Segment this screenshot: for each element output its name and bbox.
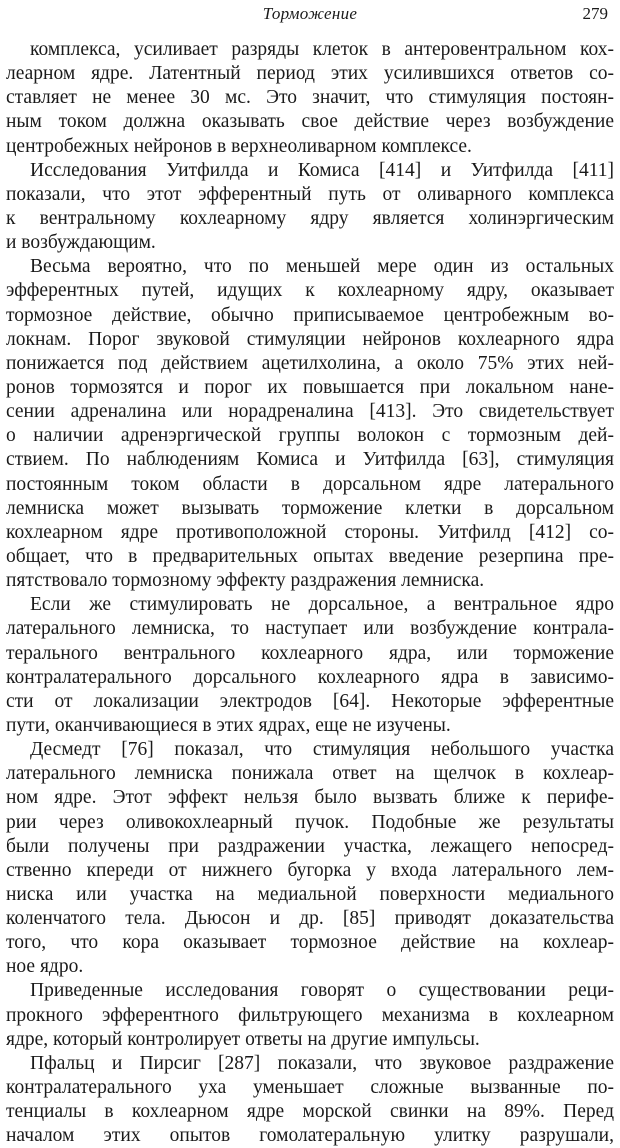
- text-line: сти от локализации электродов [64]. Некоторые эфферентные: [6, 690, 614, 712]
- text-line: о наличии адренэргической группы волокон с тормозным дей-: [6, 425, 614, 447]
- text-line: центробежных нейронов в верхнеоливарном комплексе.: [6, 135, 472, 157]
- text-line: общает, что в предварительных опытах введение резерпина пре-: [6, 545, 614, 567]
- text-line: ном ядре. Этот эффект нельзя было вызвать ближе к перифе-: [6, 787, 614, 809]
- text-line: контралатерального дорсального кохлеарного ядра в зависимо-: [6, 666, 614, 688]
- text-line: контралатерального уха уменьшает сложные вызванные по-: [6, 1077, 614, 1099]
- text-line: началом этих опытов гомолатеральную улитку разрушали,: [6, 1125, 614, 1147]
- text-line: ствием. По наблюдениям Комиса и Уитфилда [63], стимуляция: [6, 449, 614, 471]
- text-line: ным током должна оказывать свое действие через возбуждение: [6, 111, 614, 133]
- text-line: Исследования Уитфилда и Комиса [414] и Уитфилда [411]: [30, 159, 614, 181]
- paragraph: [6, 738, 614, 979]
- text-line: и возбуждающим.: [6, 232, 156, 254]
- text-line: эфферентных путей, идущих к кохлеарному ядру, оказывает: [6, 280, 614, 302]
- text-line: латерального лемниска, то наступает или возбуждение контрала-: [6, 618, 614, 640]
- text-line: прокного эфферентного фильтрующего механизма в кохлеарном: [6, 1004, 614, 1026]
- text-line: лемниска может вызывать торможение клетки в дорсальном: [6, 497, 614, 519]
- text-line: латерального лемниска понижала ответ на щелчок в кохлеар-: [6, 763, 614, 785]
- paragraph: [6, 159, 614, 256]
- text-line: того, что кора оказывает тормозное действие на кохлеар-: [6, 932, 614, 954]
- text-line: Весьма вероятно, что по меньшей мере один из остальных: [30, 256, 614, 278]
- text-line: кохлеарном ядре противоположной стороны. Уитфилд [412] со-: [6, 521, 614, 543]
- running-head: [0, 4, 620, 26]
- text-line: ронов тормозятся и порог их повышается при локальном нане-: [6, 376, 614, 398]
- text-line: Если же стимулировать не дорсальное, а вентральное ядро: [30, 594, 614, 616]
- text-line: Десмедт [76] показал, что стимуляция небольшого участка: [30, 739, 614, 761]
- text-line: постоянным током области в дорсальном ядре латерального: [6, 473, 614, 495]
- paragraph: [6, 255, 614, 593]
- body-text: [6, 38, 614, 1148]
- text-line: ставляет не менее 30 мс. Это значит, что стимуляция постоян-: [6, 87, 614, 109]
- paragraph: [6, 979, 614, 1051]
- text-line: леарном ядре. Латентный период этих усилившихся ответов со-: [6, 63, 614, 85]
- text-line: были получены при раздражении участка, лежащего непосред-: [6, 835, 614, 857]
- text-line: показали, что этот эфферентный путь от оливарного комплекса: [6, 183, 614, 205]
- page-number: 279: [582, 4, 608, 23]
- text-line: ственно кпереди от нижнего бугорка у входа латерального лем-: [6, 859, 614, 881]
- text-line: понижается под действием ацетилхолина, а около 75% этих ней-: [6, 352, 614, 374]
- text-line: Пфальц и Пирсиг [287] показали, что звуковое раздражение: [30, 1052, 614, 1074]
- text-line: пути, оканчивающиеся в этих ядрах, еще не изучены.: [6, 714, 451, 736]
- text-line: ное ядро.: [6, 956, 84, 978]
- paragraph: [6, 593, 614, 738]
- paragraph: [6, 38, 614, 159]
- text-line: пятствовало тормозному эффекту раздражения лемниска.: [6, 570, 485, 592]
- text-line: ниска или участка на медиальной поверхности медиального: [6, 883, 614, 905]
- text-line: локнам. Порог звуковой стимуляции нейронов кохлеарного ядра: [6, 328, 614, 350]
- running-title: Торможение: [262, 4, 358, 23]
- text-line: тормозное действие, обычно приписываемое центробежным во-: [6, 304, 614, 326]
- text-line: рии через оливокохлеарный пучок. Подобные же результаты: [6, 811, 614, 833]
- text-line: ядре, который контролирует ответы на другие импульсы.: [6, 1028, 480, 1050]
- text-line: тенциалы в кохлеарном ядре морской свинки на 89%. Перед: [6, 1101, 614, 1123]
- text-line: сении адреналина или норадреналина [413]. Это свидетельствует: [6, 401, 614, 423]
- text-line: Приведенные исследования говорят о существовании реци-: [30, 980, 614, 1002]
- text-line: комплекса, усиливает разряды клеток в антеровентральном кох-: [30, 39, 614, 60]
- text-line: к вентральному кохлеарному ядру является холинэргическим: [6, 207, 614, 229]
- text-line: терального вентрального кохлеарного ядра, или торможение: [6, 642, 614, 664]
- text-line: коленчатого тела. Дьюсон и др. [85] приводят доказательства: [6, 908, 614, 930]
- paragraph: [6, 1052, 614, 1148]
